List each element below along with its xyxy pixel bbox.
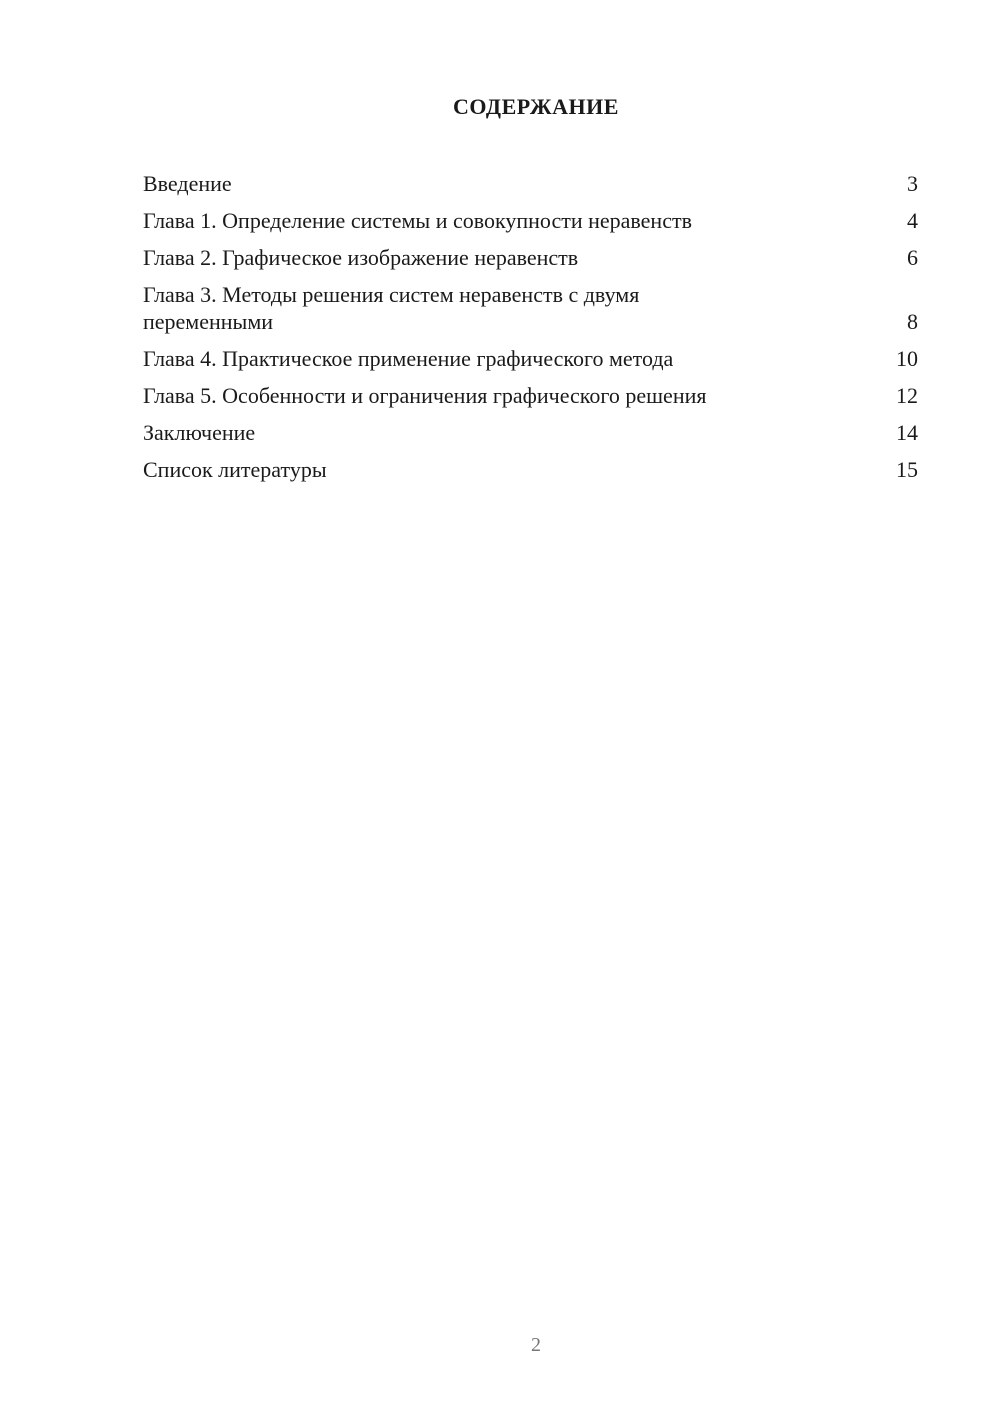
toc-entry-label: Глава 2. Графическое изображение неравенств (143, 245, 579, 270)
toc-entry-label: Глава 5. Особенности и ограничения графического решения (143, 383, 707, 408)
toc-entry-label: Глава 1. Определение системы и совокупности неравенств (143, 208, 692, 233)
table-of-contents (143, 170, 918, 493)
toc-entry-chapter-5 (143, 382, 918, 409)
toc-entry-label: Заключение (143, 420, 256, 445)
toc-entry-chapter-4 (143, 345, 918, 372)
toc-entry-page: 14 (896, 420, 918, 445)
toc-entry-label: Введение (143, 171, 232, 196)
toc-entry-page: 8 (907, 309, 918, 334)
toc-entry-label: Список литературы (143, 457, 327, 482)
toc-entry-page: 15 (896, 457, 918, 482)
toc-entry-bibliography (143, 456, 918, 483)
page-title: СОДЕРЖАНИЕ (453, 94, 619, 119)
toc-entry-page: 3 (907, 171, 918, 196)
toc-entry-page: 6 (907, 245, 918, 270)
toc-entry-label: Глава 4. Практическое применение графического метода (143, 346, 674, 371)
toc-entry-chapter-3 (143, 281, 918, 335)
toc-entry-page: 4 (907, 208, 918, 233)
toc-entry-chapter-2 (143, 244, 918, 271)
toc-entry-page: 12 (896, 383, 918, 408)
toc-entry-page: 10 (896, 346, 918, 371)
toc-entry-introduction (143, 170, 918, 197)
page-number: 2 (531, 1334, 541, 1356)
toc-entry-conclusion (143, 419, 918, 446)
toc-entry-label: Глава 3. Методы решения систем неравенств с двумя переменными (143, 282, 640, 334)
toc-entry-chapter-1 (143, 207, 918, 234)
